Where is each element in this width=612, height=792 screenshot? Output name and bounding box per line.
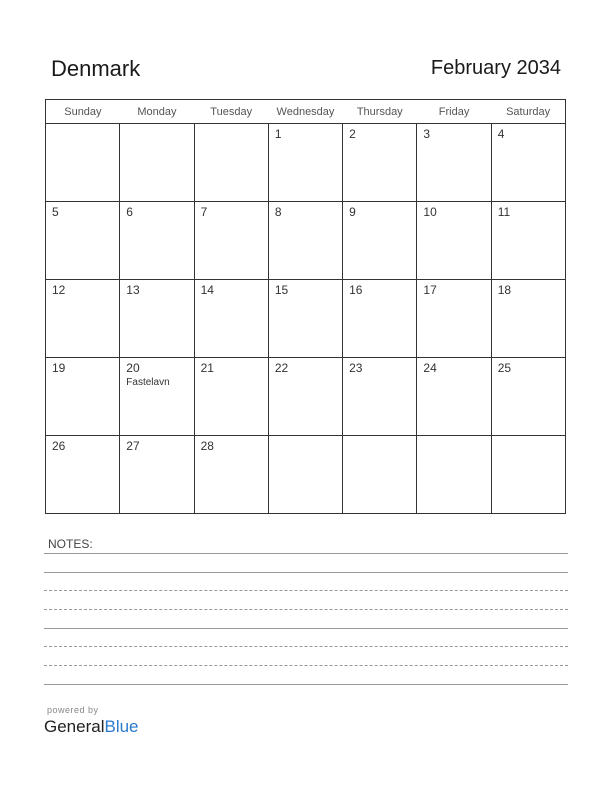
day-cell: [491, 124, 565, 202]
day-number: 24: [423, 361, 437, 375]
day-cell: [268, 358, 342, 436]
day-number: 8: [274, 205, 282, 219]
day-number: [46, 124, 119, 127]
day-number: 16: [349, 283, 363, 297]
weekday-header: Friday: [417, 100, 491, 124]
day-number: 1: [274, 127, 282, 141]
day-number: 26: [52, 439, 66, 453]
day-number: 15: [274, 283, 289, 297]
day-cell: [120, 280, 194, 358]
logo-text-general: General: [44, 717, 105, 736]
day-number: 6: [126, 205, 133, 219]
day-number: 10: [423, 205, 437, 219]
week-row: [46, 358, 566, 436]
day-cell: [46, 124, 120, 202]
day-cell: [417, 202, 491, 280]
week-row: [46, 202, 566, 280]
day-cell: [46, 202, 120, 280]
day-cell: [268, 436, 342, 514]
day-cell: [194, 202, 268, 280]
day-number: [417, 436, 490, 439]
day-cell: [194, 358, 268, 436]
day-number: 19: [52, 361, 66, 375]
note-line: [44, 628, 568, 629]
day-number: 27: [126, 439, 140, 453]
note-line: [44, 684, 568, 685]
note-line: [44, 646, 568, 647]
week-row: [46, 280, 566, 358]
day-number: 21: [200, 361, 214, 375]
day-cell: [120, 358, 194, 436]
day-cell: [343, 124, 417, 202]
week-row: [46, 436, 566, 514]
day-cell: [417, 280, 491, 358]
day-cell: [46, 280, 120, 358]
day-number: 23: [349, 361, 363, 375]
day-number: 17: [423, 283, 437, 297]
month-year-title: February 2034: [430, 57, 561, 79]
weekday-header: Sunday: [46, 100, 120, 124]
day-cell: [343, 202, 417, 280]
day-number: 3: [423, 127, 431, 141]
day-number: [492, 436, 565, 439]
day-cell: [417, 124, 491, 202]
day-cell: [343, 280, 417, 358]
day-cell: [491, 436, 565, 514]
note-line: [44, 553, 568, 554]
day-number: [343, 436, 416, 439]
notes-label: NOTES:: [48, 537, 93, 551]
logo-text-blue: Blue: [104, 717, 139, 736]
powered-by-text: powered by: [47, 705, 99, 715]
day-number: 22: [274, 361, 289, 375]
day-cell: [120, 124, 194, 202]
note-line: [44, 609, 568, 610]
generalblue-logo[interactable]: [44, 717, 139, 737]
day-cell: [268, 124, 342, 202]
day-cell: [46, 358, 120, 436]
note-line: [44, 572, 568, 573]
day-number: 13: [126, 283, 140, 297]
week-row: [46, 124, 566, 202]
weekday-header: Monday: [120, 100, 194, 124]
day-number: 12: [52, 283, 66, 297]
day-cell: [194, 280, 268, 358]
day-number: [195, 124, 268, 127]
day-cell: [268, 202, 342, 280]
day-cell: [194, 436, 268, 514]
note-line: [44, 590, 568, 591]
weekday-header: Saturday: [491, 100, 565, 124]
weekday-header: Wednesday: [268, 100, 342, 124]
day-number: 25: [497, 361, 512, 375]
day-number: 7: [200, 205, 208, 219]
day-cell: [417, 436, 491, 514]
day-cell: [343, 436, 417, 514]
calendar-grid: [45, 99, 566, 514]
day-number: 5: [52, 205, 59, 219]
day-number: 9: [349, 205, 356, 219]
day-cell: [491, 280, 565, 358]
weekday-header: Thursday: [343, 100, 417, 124]
day-number: 14: [200, 283, 214, 297]
day-number: 28: [200, 439, 214, 453]
day-cell: [120, 202, 194, 280]
day-number: 11: [497, 205, 511, 219]
day-number: 18: [497, 283, 512, 297]
weekday-header-row: [46, 100, 566, 124]
note-line: [44, 665, 568, 666]
day-number: 4: [497, 127, 505, 141]
day-cell: [120, 436, 194, 514]
country-title: Denmark: [51, 56, 141, 81]
day-number: [120, 124, 193, 127]
day-number: [269, 436, 342, 439]
day-cell: [417, 358, 491, 436]
day-cell: [46, 436, 120, 514]
day-cell: [491, 202, 565, 280]
day-cell: [268, 280, 342, 358]
day-number: 2: [349, 127, 356, 141]
holiday-label: Fastelavn: [126, 377, 170, 388]
day-cell: [343, 358, 417, 436]
weekday-header: Tuesday: [194, 100, 268, 124]
day-number: 20: [126, 361, 140, 375]
day-cell: [491, 358, 565, 436]
day-cell: [194, 124, 268, 202]
